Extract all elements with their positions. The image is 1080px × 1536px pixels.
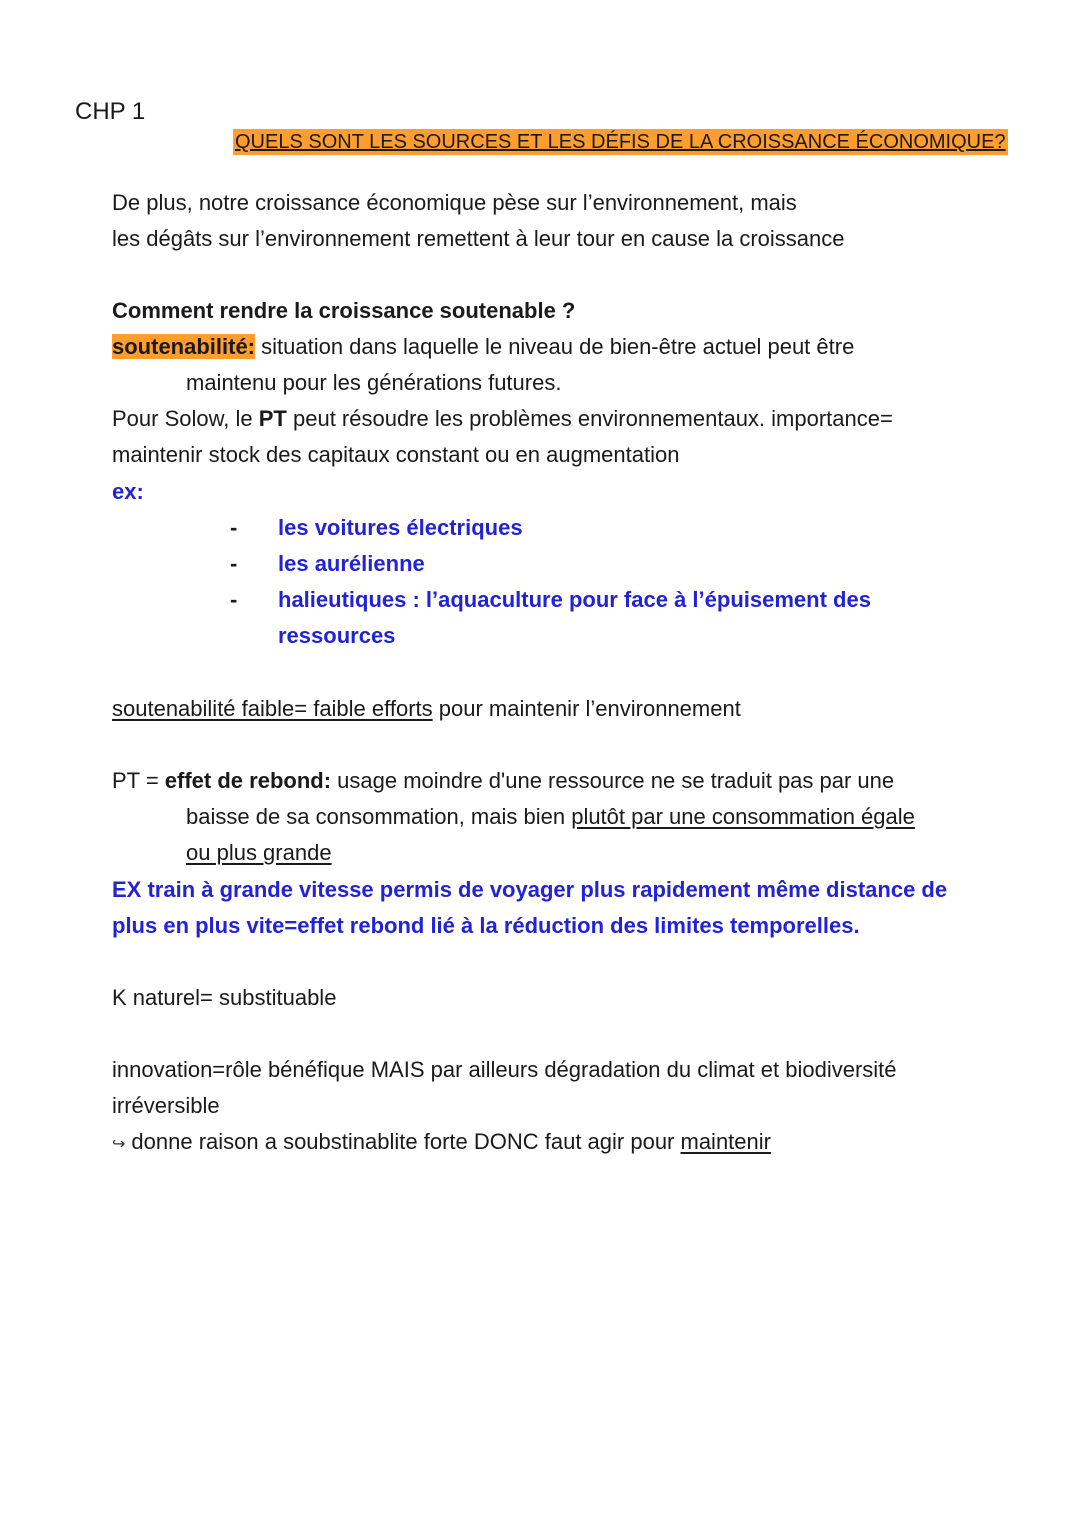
definition-term: soutenabilité: bbox=[112, 334, 256, 359]
example-item: les aurélienne bbox=[278, 551, 425, 576]
natural-capital: K naturel= substituable bbox=[112, 985, 337, 1010]
solow-line-1 bbox=[112, 404, 893, 434]
weak-sustainability bbox=[112, 694, 741, 724]
rebound-line-3: ou plus grande bbox=[186, 840, 332, 865]
return-arrow-icon: ↪ bbox=[112, 1136, 126, 1153]
bullet-dash: - bbox=[230, 551, 238, 576]
rebound-text-2u: plutôt par une consommation égale bbox=[571, 804, 915, 829]
rebound-term: effet de rebond: bbox=[164, 768, 332, 793]
definition-line-2: maintenu pour les générations futures. bbox=[186, 370, 562, 395]
innovation-text-3a: donne raison a soubstinablite forte DONC faut agir pour bbox=[131, 1129, 681, 1154]
bullet-dash: - bbox=[230, 515, 238, 540]
innovation-line-3 bbox=[112, 1127, 771, 1160]
definition-text-1: situation dans laquelle le niveau de bien-être actuel peut être bbox=[255, 334, 855, 359]
section-question: Comment rendre la croissance soutenable ? bbox=[112, 298, 576, 323]
intro-line-1: De plus, notre croissance économique pèse sur l’environnement, mais bbox=[112, 190, 797, 215]
example-item-continued: ressources bbox=[278, 623, 396, 648]
bullet-dash: - bbox=[230, 587, 238, 612]
weak-sustainability-term: soutenabilité faible= faible efforts bbox=[112, 696, 433, 721]
rebound-line-2 bbox=[186, 802, 915, 832]
weak-sustainability-rest: pour maintenir l’environnement bbox=[432, 696, 741, 721]
examples-label: ex: bbox=[112, 479, 144, 504]
rebound-text-1: usage moindre d'une ressource ne se traduit pas par une bbox=[331, 768, 895, 793]
solow-pt: PT bbox=[258, 406, 287, 431]
solow-line-2: maintenir stock des capitaux constant ou en augmentation bbox=[112, 442, 680, 467]
chapter-label: CHP 1 bbox=[75, 98, 146, 125]
intro-line-2: les dégâts sur l’environnement remettent à leur tour en cause la croissance bbox=[112, 226, 845, 251]
example-item: halieutiques : l’aquaculture pour face à l’épuisement des bbox=[278, 587, 871, 612]
example-item: les voitures électriques bbox=[278, 515, 523, 540]
rebound-line-1 bbox=[112, 766, 894, 796]
innovation-line-1: innovation=rôle bénéfique MAIS par ailleurs dégradation du climat et biodiversité bbox=[112, 1057, 897, 1082]
rebound-example-line-2: plus en plus vite=effet rebond lié à la réduction des limites temporelles. bbox=[112, 913, 860, 938]
chapter-title: QUELS SONT LES SOURCES ET LES DÉFIS DE LA CROISSANCE ÉCONOMIQUE? bbox=[235, 131, 1006, 153]
solow-post: peut résoudre les problèmes environnementaux. importance= bbox=[286, 406, 893, 431]
rebound-example-line-1: EX train à grande vitesse permis de voyager plus rapidement même distance de bbox=[112, 877, 948, 902]
innovation-line-2: irréversible bbox=[112, 1093, 220, 1118]
rebound-text-2a: baisse de sa consommation, mais bien bbox=[186, 804, 572, 829]
definition-line-1 bbox=[112, 332, 854, 362]
rebound-pre: PT = bbox=[112, 768, 165, 793]
innovation-text-3u: maintenir bbox=[680, 1129, 771, 1154]
solow-pre: Pour Solow, le bbox=[112, 406, 259, 431]
